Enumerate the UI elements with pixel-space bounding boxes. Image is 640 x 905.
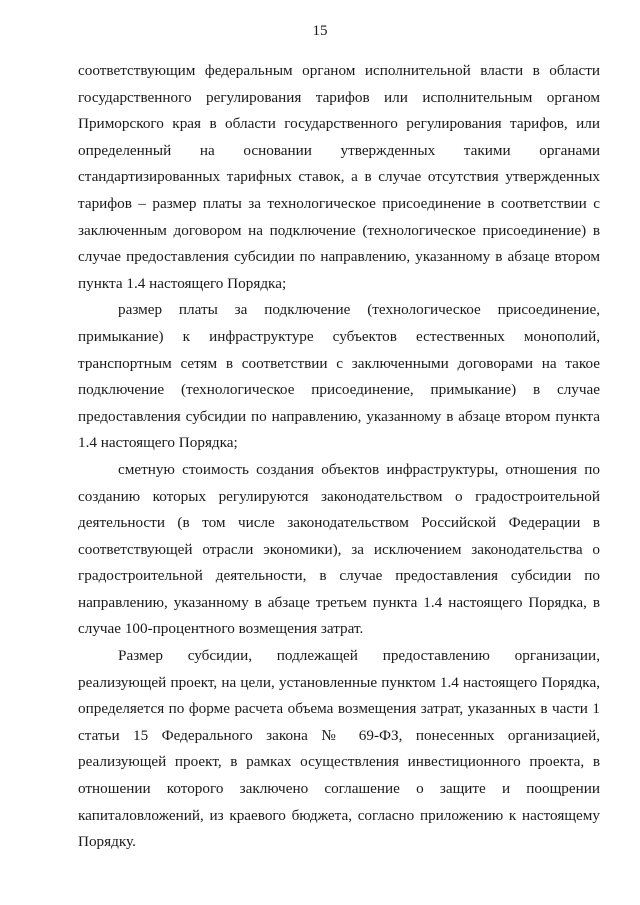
paragraph-connection-fee: размер платы за подключение (технологическое присоединение, примыкание) к инфраструктуре субъектов естественных монополий, транспортным сетям в соответствии с заключенными договорами на такое подключение (технологическое присоединение, примыкание) в случае предоставления субсидии по направлению, указанному в абзаце втором пункта 1.4 настоящего Порядка; — [78, 301, 600, 452]
document-body — [78, 58, 600, 856]
paragraph-subsidy-amount: Размер субсидии, подлежащей предоставлению организации, реализующей проект, на цели, установленные пунктом 1.4 настоящего Порядка, определяется по форме расчета объема возмещения затрат, указанных в части 1 статьи 15 Федерального закона № 69-ФЗ, понесенных организацией, реализующей проект, в рамках осуществления инвестиционного проекта, в отношении которого заключено соглашение о защите и поощрении капиталовложений, из краевого бюджета, согласно приложению к настоящему Порядку. — [78, 647, 600, 851]
paragraph-estimated-cost: сметную стоимость создания объектов инфраструктуры, отношения по созданию которых регулируются законодательством о градостроительной деятельности (в том числе законодательством Российской Федерации в соответствующей отрасли экономики), за исключением законодательства о градостроительной деятельности, в случае предоставления субсидии по направлению, указанному в абзаце третьем пункта 1.4 настоящего Порядка, в случае 100-процентного возмещения затрат. — [78, 460, 600, 638]
page-number: 15 — [312, 23, 328, 39]
paragraph-continuation: соответствующим федеральным органом исполнительной власти в области государственного регулирования тарифов или исполнительным органом Приморского края в области государственного регулирования тарифов, или определенный на основании утвержденных такими органами стандартизированных тарифных ставок, а в случае отсутствия утвержденных тарифов – размер платы за технологическое присоединение в соответствии с заключенным договором на подключение (технологическое присоединение) в случае предоставления субсидии по направлению, указанному в абзаце втором пункта 1.4 настоящего Порядка; — [78, 62, 600, 292]
